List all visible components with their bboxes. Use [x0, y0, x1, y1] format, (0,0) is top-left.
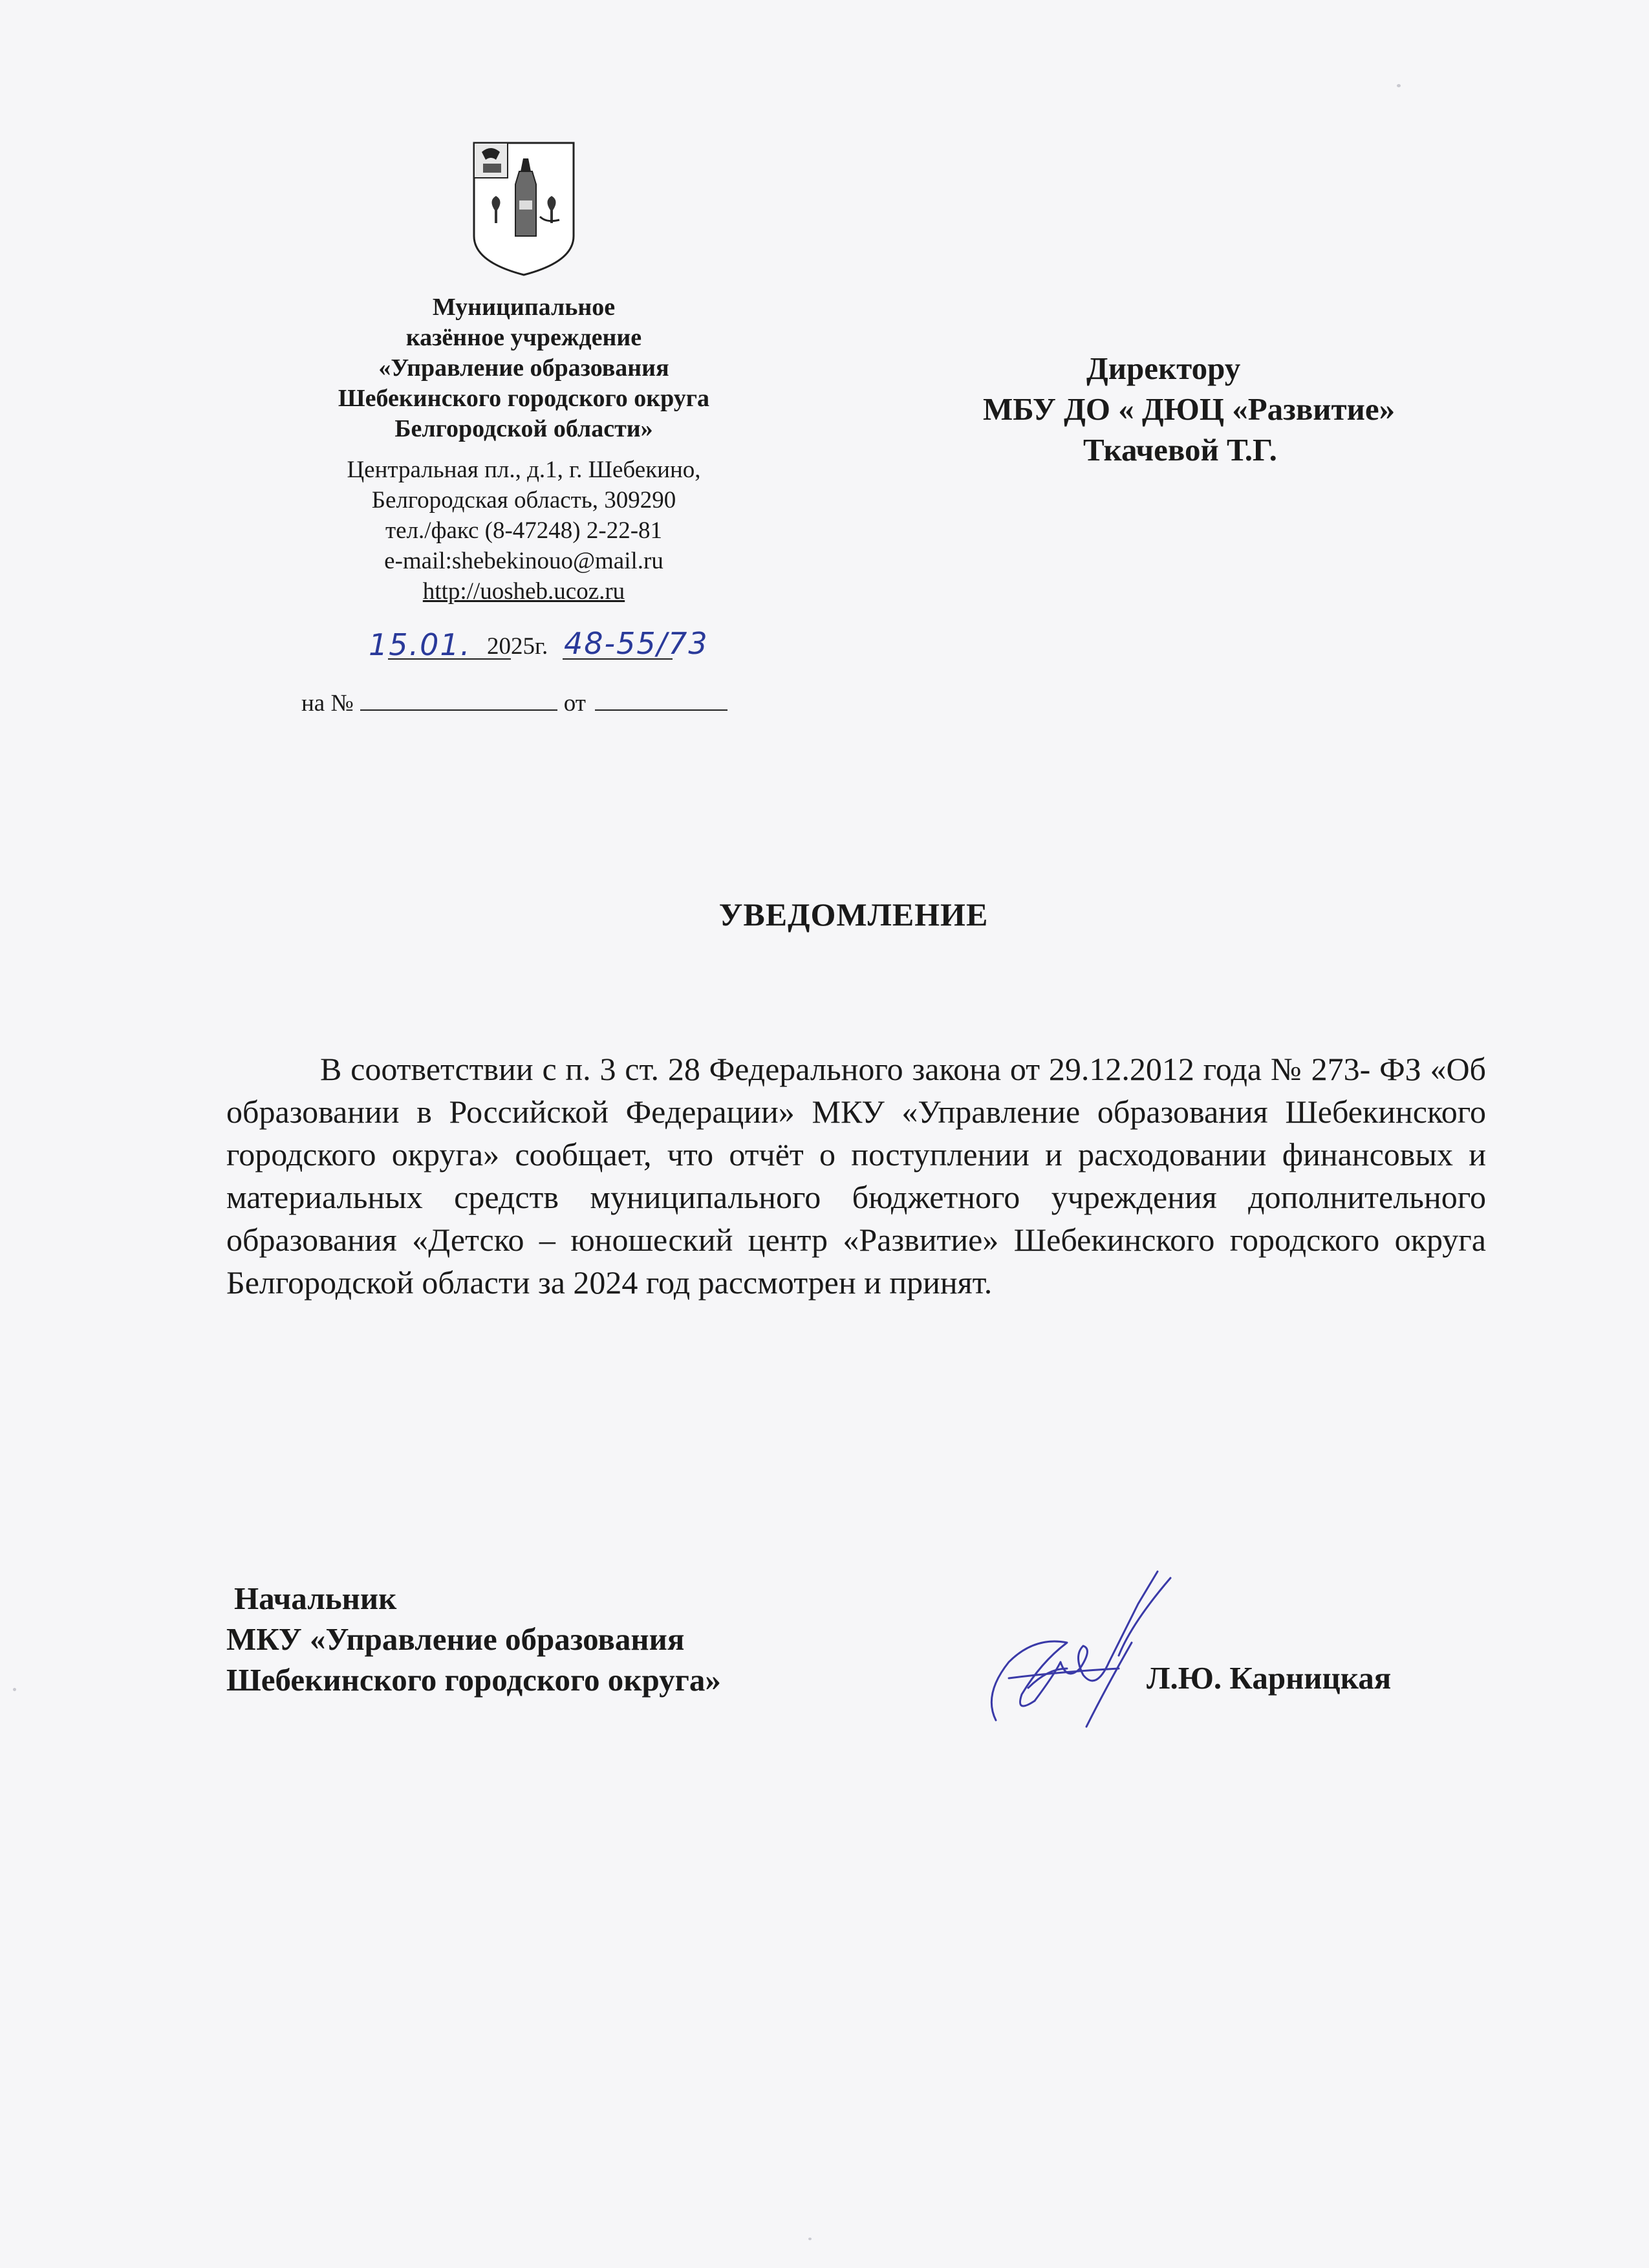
- body-paragraph: В соответствии с п. 3 ст. 28 Федерального закона от 29.12.2012 года № 273- ФЗ «Об образовании в Российской Федерации» МКУ «Управление образования Шебекинского городского округа» сообщает, что отчёт о поступлении и расходовании финансовых и материальных средств муниципального бюджетного учреждения дополнительного образования «Детско – юношеский центр «Развитие» Шебекинского городского округа Белгородской области за 2024 год рассмотрен и принят.: [226, 1051, 1486, 1301]
- scan-speck: [1397, 84, 1401, 87]
- scan-speck: [13, 1688, 16, 1691]
- org-name-line: Белгородской области»: [394, 415, 653, 442]
- handwritten-number: 48-55/73: [564, 626, 709, 661]
- address-line: Центральная пл., д.1, г. Шебекино,: [347, 457, 701, 483]
- reference-line: [301, 689, 754, 722]
- ref-number-blank: [360, 690, 557, 711]
- handwritten-signature-icon: [970, 1565, 1190, 1740]
- org-name-line: «Управление образования: [378, 354, 669, 382]
- registration-line: [362, 627, 724, 673]
- document-title: УВЕДОМЛЕНИЕ: [718, 896, 989, 933]
- addressee-organization: МБУ ДО « ДЮЦ «Развитие»: [983, 391, 1396, 427]
- signatory-name: Л.Ю. Карницкая: [1147, 1660, 1392, 1696]
- scan-speck: [808, 2238, 812, 2240]
- phone-line: тел./факс (8-47248) 2-22-81: [385, 517, 663, 544]
- ref-from: от: [563, 690, 586, 717]
- position-line: Шебекинского городского округа»: [226, 1662, 721, 1698]
- position-line: Начальник: [234, 1581, 397, 1616]
- org-name-line: Муниципальное: [432, 294, 616, 321]
- sender-contacts: [272, 455, 776, 607]
- ref-date-blank: [595, 690, 727, 711]
- addressee-block: [964, 348, 1546, 470]
- position-line: МКУ «Управление образования: [226, 1621, 685, 1657]
- address-line: Белгородская область, 309290: [371, 487, 676, 513]
- email-line: e-mail:shebekinouo@mail.ru: [384, 548, 663, 574]
- coat-of-arms-icon: [469, 139, 579, 278]
- org-name-line: казённое учреждение: [405, 324, 642, 351]
- ref-prefix: на №: [301, 690, 354, 717]
- sender-header: [272, 139, 776, 607]
- addressee-name: Ткачевой Т.Г.: [1083, 432, 1277, 468]
- website-link[interactable]: http://uosheb.ucoz.ru: [422, 578, 625, 605]
- year-suffix: 2025г.: [487, 633, 548, 660]
- handwritten-date: 15.01.: [369, 627, 471, 662]
- signatory-position: [226, 1578, 873, 1700]
- sender-org-name: [272, 292, 776, 444]
- org-name-line: Шебекинского городского округа: [338, 385, 710, 412]
- addressee-position: Директору: [1086, 351, 1241, 386]
